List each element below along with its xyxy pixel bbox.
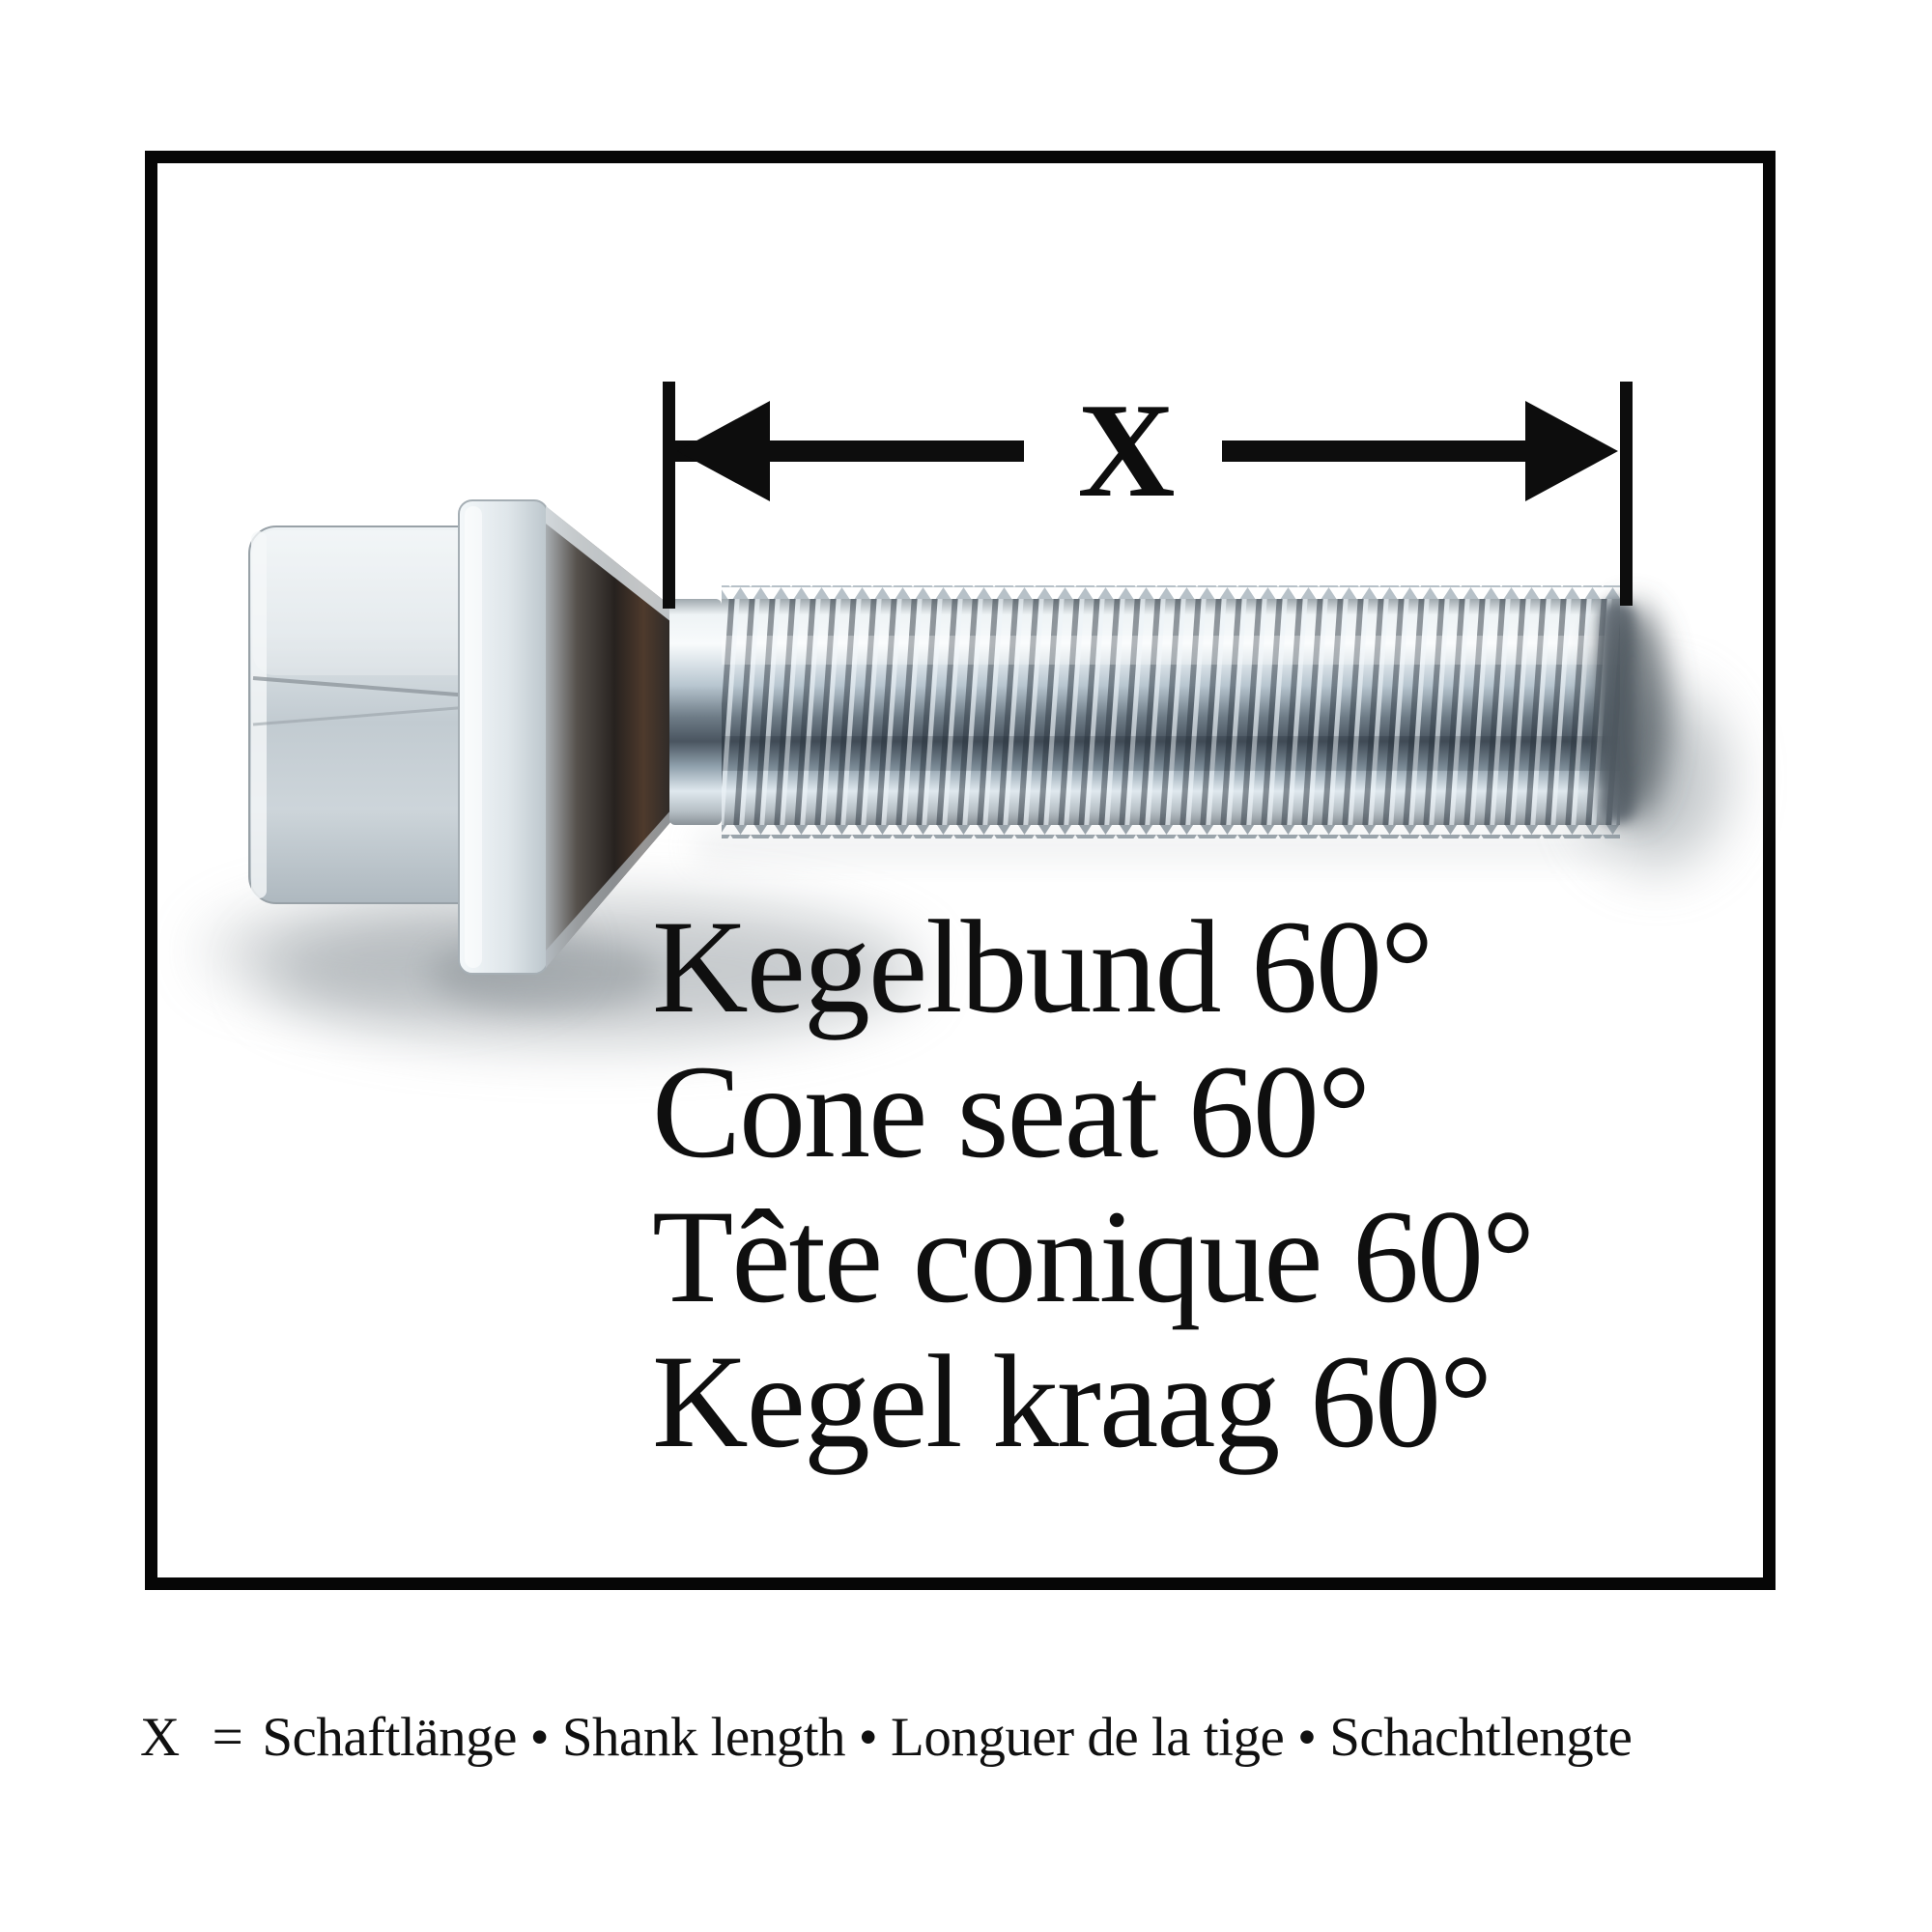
dimension-x-label: X	[1077, 376, 1176, 526]
dimension-tick-right	[1620, 382, 1633, 606]
dimension-arrowhead-right	[1525, 401, 1618, 501]
bolt-collar	[669, 599, 722, 825]
label-dutch: Kegel kraag 60°	[652, 1327, 1492, 1475]
caption-equals: =	[212, 1707, 243, 1768]
dimension-tick-left	[663, 382, 675, 609]
dimension-arrowhead-left	[677, 401, 770, 501]
caption-x-symbol: X	[140, 1707, 180, 1768]
bolt-threaded-shank	[722, 585, 1669, 838]
label-german: Kegelbund 60°	[652, 893, 1433, 1040]
caption-definition: Schaftlänge • Shank length • Longuer de la tige • Schachtlengte	[262, 1707, 1633, 1768]
label-french: Tête conique 60°	[652, 1182, 1534, 1330]
label-english: Cone seat 60°	[652, 1037, 1370, 1185]
bolt-flange	[459, 500, 548, 974]
dimension-line-right	[1222, 440, 1541, 462]
dimension-annotation	[663, 376, 1633, 609]
seat-type-labels	[652, 895, 1533, 1474]
x-definition-caption	[140, 1704, 1632, 1772]
